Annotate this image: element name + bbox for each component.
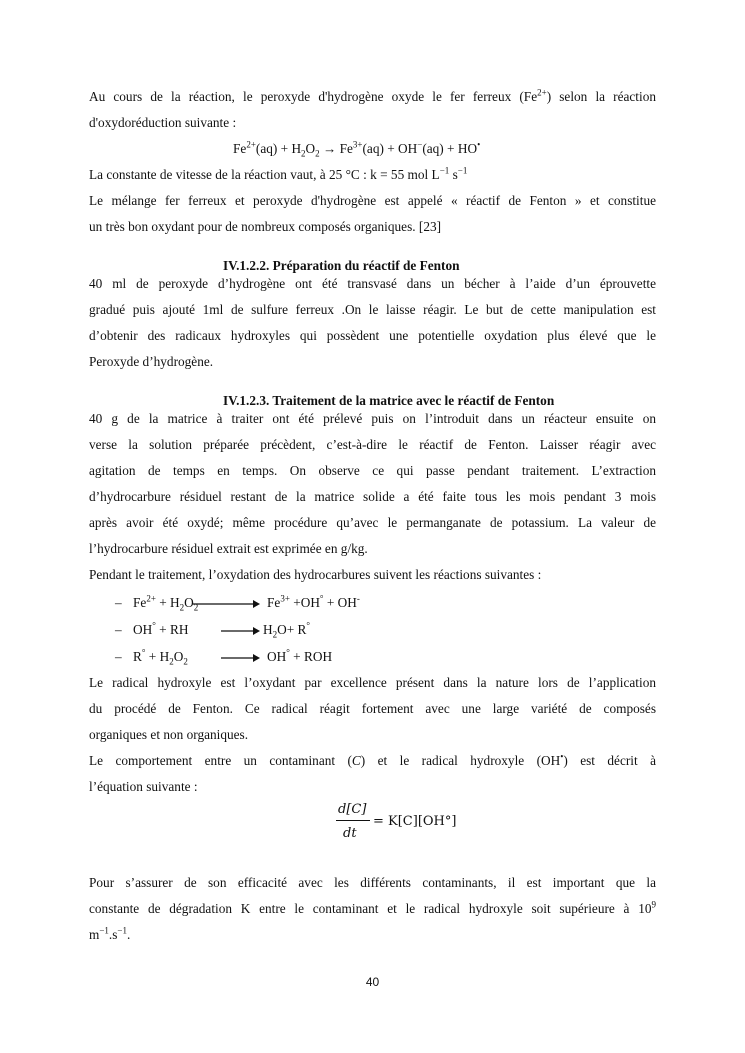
section-2-line-5: après avoir été oxydé; même procédure qu’avec le permanganate de potassium. La valeur de bbox=[89, 515, 656, 530]
behaviour-line-2: l’équation suivante : bbox=[89, 779, 198, 794]
fenton-definition-line-1: Le mélange fer ferreux et peroxyde d'hydrogène est appelé « réactif de Fenton » et constitue bbox=[89, 193, 656, 208]
intro-line-2: d'oxydoréduction suivante : bbox=[89, 115, 237, 130]
reaction-1-rhs: $Fe^{3+} +OH^\circ + OH^-$ bbox=[267, 593, 360, 610]
section-2-line-3: agitation de temps en temps. On observe ce qui passe pendant traitement. L’extraction bbox=[89, 463, 656, 478]
list-dash: – bbox=[115, 622, 122, 637]
right-arrow-icon bbox=[221, 652, 261, 664]
radical-line-3: organiques et non organiques. bbox=[89, 727, 249, 742]
section-1-line-1: 40 ml de peroxyde d’hydrogène ont été transvasé dans un bécher à l’aide d’un éprouvette bbox=[89, 276, 656, 291]
section-1-line-2: gradué puis ajouté 1ml de sulfure ferreux .On le laisse réagir. Le but de cette manipulation est bbox=[89, 302, 656, 317]
fenton-definition-line-2: un très bon oxydant pour de nombreux composés organiques. [23] bbox=[89, 219, 442, 234]
rate-constant-line: La constante de vitesse de la réaction vaut, à 25 °C : k = 55 mol $L^{-1}$ $s^{-1}$ bbox=[89, 165, 468, 182]
fenton-reaction-equation: $Fe^{2+}(aq) + H_2O_2 \to Fe^{3+}(aq) + OH^-(aq) + HO^•$ bbox=[233, 139, 481, 159]
section-2-line-2: verse la solution préparée précèdent, c’est-à-dire le réactif de Fenton. Laisser réagir avec bbox=[89, 437, 656, 452]
reaction-2-lhs: OH° + RH bbox=[133, 620, 189, 637]
conclusion-line-3: $m^{-1}.s^{-1}$. bbox=[89, 925, 131, 942]
section-2-line-6: l’hydrocarbure résiduel extrait est exprimée en g/kg. bbox=[89, 541, 368, 556]
equation-numerator: d[C] bbox=[338, 802, 367, 817]
section-1-line-4: Peroxyde d’hydrogène. bbox=[89, 354, 214, 369]
equation-rhs: = K[C][OH°] bbox=[373, 814, 457, 829]
reaction-3-lhs: $R^\circ + H_2O_2$ bbox=[133, 647, 188, 667]
reaction-1-lhs: $Fe^{2+} + H_2O_2$ bbox=[133, 593, 199, 613]
section-2-line-4: d’hydrocarbure résiduel restant de la matrice solide a été faite tous les mois pendant 3 mois bbox=[89, 489, 656, 504]
right-arrow-icon bbox=[221, 625, 261, 637]
page-number: 40 bbox=[365, 975, 380, 989]
radical-line-2: du procédé de Fenton. Ce radical réagit fortement avec une large variété de composés bbox=[89, 701, 656, 716]
conclusion-line-1: Pour s’assurer de son efficacité avec les différents contaminants, il est important que la bbox=[89, 875, 656, 890]
list-dash: – bbox=[115, 595, 122, 610]
intro-line-1: Au cours de la réaction, le peroxyde d'hydrogène oxyde le fer ferreux $(Fe^{2+})$ selon la réaction bbox=[89, 87, 656, 104]
conclusion-line-2: constante de dégradation K entre le contaminant et le radical hydroxyle soit supérieure à $10^9$ bbox=[89, 899, 656, 916]
section-1-line-3: d’obtenir des radicaux hydroxyles qui possèdent une potentielle oxydation plus élevé que le bbox=[89, 328, 656, 343]
reaction-3-rhs: OH° + ROH bbox=[267, 647, 333, 664]
list-dash: – bbox=[115, 649, 122, 664]
section-2-line-1: 40 g de la matrice à traiter ont été prélevé puis on l’introduit dans un réacteur ensuite on bbox=[89, 411, 656, 426]
section-title-preparation: IV.1.2.2. Préparation du réactif de Fenton bbox=[223, 258, 460, 273]
section-title-treatment: IV.1.2.3. Traitement de la matrice avec le réactif de Fenton bbox=[223, 393, 555, 408]
radical-line-1: Le radical hydroxyle est l’oxydant par excellence présent dans la nature lors de l’application bbox=[89, 675, 656, 690]
reaction-2-rhs: $H_2O+ R^\circ$ bbox=[263, 620, 311, 640]
fraction-bar bbox=[336, 820, 370, 821]
equation-denominator: dt bbox=[343, 826, 357, 841]
right-arrow-icon bbox=[193, 598, 261, 610]
section-2-line-7: Pendant le traitement, l’oxydation des hydrocarbures suivent les réactions suivantes : bbox=[89, 567, 542, 582]
behaviour-line-1: Le comportement entre un contaminant (C) et le radical hydroxyle (OH•) est décrit à bbox=[89, 751, 656, 768]
